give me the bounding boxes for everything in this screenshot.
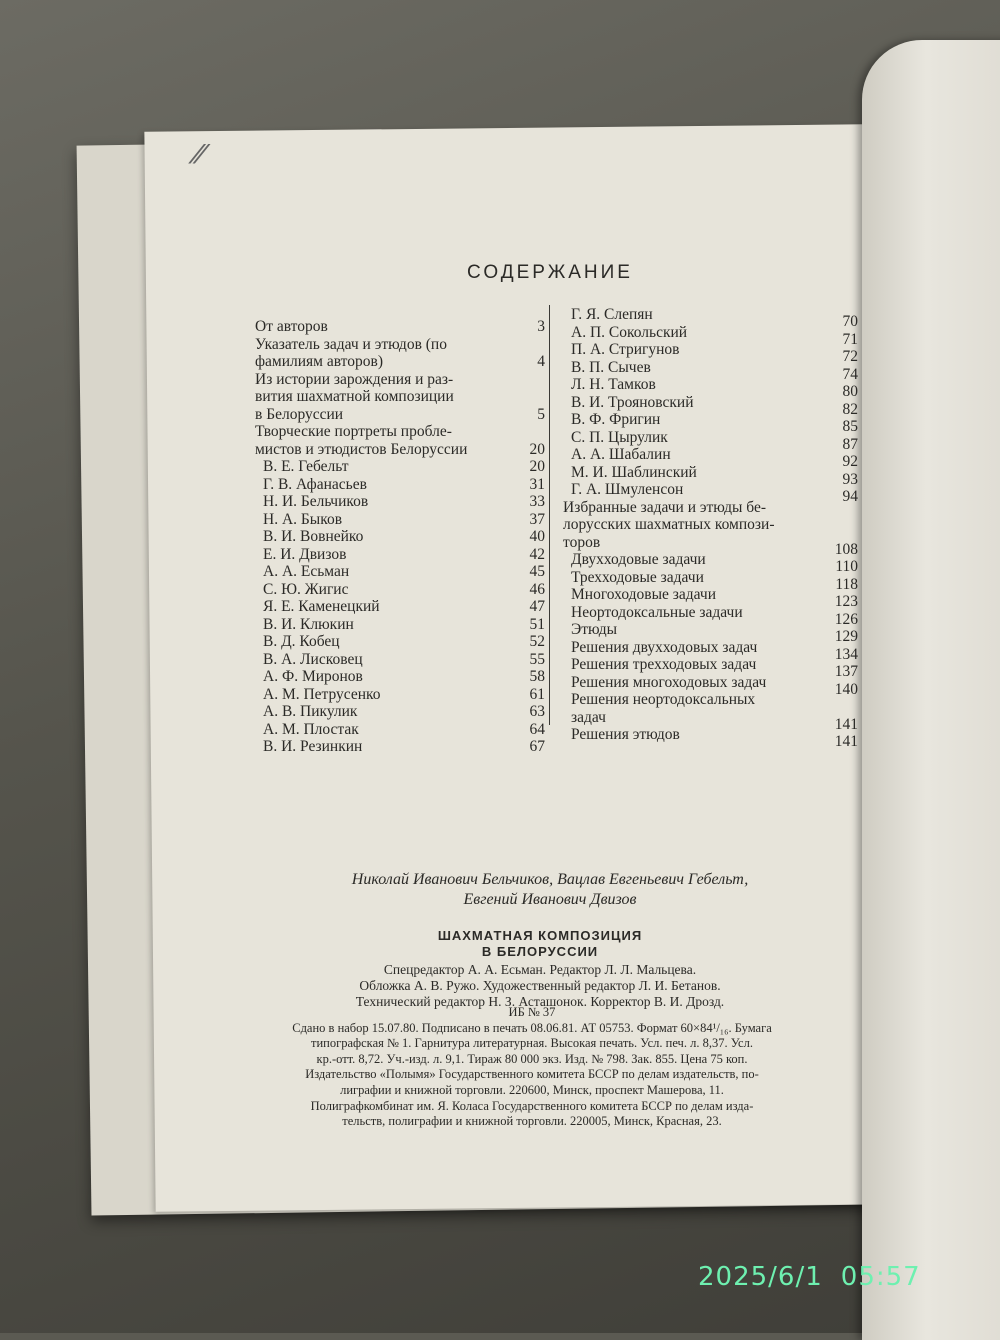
imprint-line: типографская № 1. Гарнитура литературная. Высокая печать. Усл. печ. л. 8,37. Усл. <box>311 1036 753 1051</box>
toc-entry-page: 140 <box>834 680 858 698</box>
pencil-mark: ⁄⁄ <box>195 140 204 170</box>
toc-entry-page: 93 <box>842 470 858 488</box>
toc-entry <box>255 563 545 581</box>
toc-entry <box>255 721 545 739</box>
toc-entry-page: 72 <box>842 348 858 365</box>
toc-entry <box>255 423 545 458</box>
imprint-line: Издательство «Полымя» Государственного комитета БССР по делам издательств, по- <box>305 1067 759 1082</box>
credits-block <box>300 962 780 1010</box>
toc-entry <box>563 691 858 733</box>
toc-entry-page: 80 <box>842 383 858 400</box>
toc-entry <box>255 738 545 756</box>
toc-entry-page: 141 <box>834 715 858 733</box>
toc-entry-page: 20 <box>529 458 545 475</box>
toc-entry-page: 129 <box>834 628 858 645</box>
toc-entry-label: Г. А. Шмуленсон <box>571 481 684 498</box>
credit-line: Обложка А. В. Ружо. Художественный редактор Л. И. Бетанов. <box>359 978 721 993</box>
authors-line: Николай Иванович Бельчиков, Вацлав Евгеньевич Гебельт, <box>351 871 749 888</box>
toc-title: СОДЕРЖАНИЕ <box>467 262 633 283</box>
toc-entry <box>255 598 545 616</box>
toc-entry-label: Г. Я. Слепян <box>571 306 653 323</box>
toc-entry <box>563 341 858 365</box>
toc-entry-label: Двухходовые задачи <box>571 551 706 568</box>
toc-entry-page: 42 <box>529 545 545 563</box>
toc-entry-page: 92 <box>842 453 858 470</box>
toc-entry-page: 134 <box>834 645 858 663</box>
toc-entry-label: А. А. Есьман <box>263 563 350 580</box>
toc-entry <box>255 318 545 336</box>
book-title-line: ШАХМАТНАЯ КОМПОЗИЦИЯ <box>437 928 643 943</box>
imprint-block <box>212 1005 852 1130</box>
toc-entry-label: Избранные задачи и этюды бе- лорусских шахматных компози- торов <box>563 498 775 551</box>
toc-entry-label: В. И. Клюкин <box>263 615 354 633</box>
toc-entry-page: 58 <box>529 668 545 685</box>
toc-entry <box>563 673 858 698</box>
toc-entry-label: А. Ф. Миронов <box>263 668 363 685</box>
toc-entry-label: Е. И. Двизов <box>263 545 347 563</box>
toc-entry-label: С. Ю. Жигис <box>263 580 349 598</box>
column-divider <box>549 305 550 725</box>
toc-entry <box>255 336 545 371</box>
toc-entry-label: В. Е. Гебельт <box>263 458 349 475</box>
toc-entry-page: 126 <box>834 610 858 628</box>
toc-entry <box>563 323 858 348</box>
toc-entry <box>563 393 858 418</box>
toc-entry-page: 3 <box>537 318 545 335</box>
toc-entry-page: 45 <box>529 563 545 580</box>
toc-entry-label: В. И. Трояновский <box>571 393 694 411</box>
imprint-line: Сдано в набор 15.07.80. Подписано в печать 08.06.81. АТ 05753. Формат 60×84¹/₁₆. Бумага <box>292 1020 772 1035</box>
toc-entry-label: М. И. Шаблинский <box>571 463 697 481</box>
toc-entry <box>563 586 858 610</box>
toc-entry <box>255 633 545 651</box>
toc-entry-page: 5 <box>537 405 545 423</box>
toc-entry-label: Г. В. Афанасьев <box>263 475 367 493</box>
toc-entry-page: 64 <box>529 720 545 738</box>
toc-entry-page: 37 <box>529 510 545 528</box>
toc-entry-page: 82 <box>842 400 858 418</box>
toc-entry <box>563 603 858 628</box>
toc-entry-page: 70 <box>842 313 858 330</box>
toc-entry-page: 137 <box>834 663 858 680</box>
toc-entry <box>563 428 858 453</box>
toc-left-column <box>255 318 545 756</box>
toc-entry <box>255 668 545 686</box>
toc-entry-page: 71 <box>842 330 858 348</box>
authors-block <box>290 870 810 910</box>
toc-entry <box>563 306 858 330</box>
toc-entry-page: 4 <box>537 353 545 370</box>
toc-entry <box>255 511 545 529</box>
toc-entry-label: Из истории зарождения и раз- вития шахматной композиции в Белоруссии <box>255 370 454 423</box>
book-title <box>420 928 660 960</box>
toc-entry <box>255 703 545 721</box>
toc-entry-label: Решения многоходовых задач <box>571 673 767 691</box>
toc-entry-page: 67 <box>529 738 545 755</box>
toc-entry-label: Я. Е. Каменецкий <box>263 598 380 615</box>
toc-entry-page: 47 <box>529 598 545 615</box>
toc-entry-page: 110 <box>835 558 858 575</box>
toc-entry-page: 118 <box>835 575 858 593</box>
toc-entry <box>563 411 858 435</box>
credit-line: Спецредактор А. А. Есьман. Редактор Л. Л. Мальцева. <box>383 962 697 977</box>
toc-entry <box>255 581 545 599</box>
toc-entry-page: 63 <box>529 703 545 720</box>
imprint-line: кр.-отт. 8,72. Уч.-изд. л. 9,1. Тираж 80 000 экз. Изд. № 798. Зак. 855. Цена 75 коп. <box>316 1051 748 1066</box>
toc-entry-page: 61 <box>529 685 545 703</box>
toc-entry <box>255 528 545 546</box>
toc-entry-label: Решения неортодоксальных задач <box>571 691 756 726</box>
toc-entry <box>563 376 858 400</box>
toc-entry-page: 20 <box>529 440 545 458</box>
imprint-line: Полиграфкомбинат им. Я. Коласа Государственного комитета БССР по делам изда- <box>310 1098 754 1113</box>
toc-entry <box>563 498 858 558</box>
toc-entry <box>255 371 545 424</box>
authors-line: Евгений Иванович Двизов <box>463 891 637 908</box>
ib-number: ИБ № 37 <box>508 1005 556 1019</box>
toc-entry-label: Многоходовые задачи <box>571 586 716 603</box>
toc-entry-label: А. М. Плостак <box>263 720 359 738</box>
toc-entry <box>255 616 545 634</box>
toc-entry <box>563 463 858 488</box>
toc-entry-page: 141 <box>834 733 858 750</box>
toc-entry-page: 51 <box>529 615 545 633</box>
toc-entry-label: Указатель задач и этюдов (по фамилиям авторов) <box>255 335 447 370</box>
imprint-line: тельств, полиграфии и книжной торговли. 220005, Минск, Красная, 23. <box>342 1114 722 1129</box>
toc-entry-page: 108 <box>834 540 858 558</box>
toc-entry-label: Неортодоксальные задачи <box>571 603 743 621</box>
imprint-line: лиграфии и книжной торговли. 220600, Минск, проспект Машерова, 11. <box>340 1082 724 1097</box>
toc-entry-label: А. П. Сокольский <box>571 323 688 341</box>
toc-entry-page: 85 <box>842 418 858 435</box>
toc-entry-label: В. П. Сычев <box>571 358 651 376</box>
toc-entry-label: А. А. Шабалин <box>571 446 671 463</box>
toc-entry <box>255 546 545 564</box>
toc-entry-page: 55 <box>529 650 545 668</box>
toc-entry <box>563 638 858 663</box>
toc-entry <box>255 686 545 704</box>
toc-entry-label: Этюды <box>571 621 618 638</box>
toc-entry-label: От авторов <box>255 318 328 335</box>
toc-entry <box>255 458 545 476</box>
toc-entry-label: А. В. Пикулик <box>263 703 358 720</box>
toc-entry-page: 123 <box>834 593 858 610</box>
toc-entry-label: Решения этюдов <box>571 726 680 743</box>
timestamp-time: 05:57 <box>840 1262 921 1292</box>
toc-entry <box>563 656 858 680</box>
toc-right-column <box>563 306 858 750</box>
toc-entry-page: 74 <box>842 365 858 383</box>
toc-entry <box>255 493 545 511</box>
toc-entry <box>563 481 858 505</box>
toc-entry-page: 33 <box>529 493 545 510</box>
toc-entry-label: Н. И. Бельчиков <box>263 493 369 510</box>
toc-entry-label: В. Д. Кобец <box>263 633 340 650</box>
toc-entry-page: 87 <box>842 435 858 453</box>
toc-entry <box>563 726 858 750</box>
toc-entry-label: Л. Н. Тамков <box>571 376 656 393</box>
toc-entry-label: В. Ф. Фригин <box>571 411 661 428</box>
toc-entry-page: 40 <box>529 528 545 545</box>
toc-entry-label: С. П. Цырулик <box>571 428 668 446</box>
toc-entry-label: А. М. Петрусенко <box>263 685 381 703</box>
toc-entry <box>563 551 858 575</box>
toc-entry <box>255 476 545 494</box>
timestamp-date: 2025/6/1 <box>698 1262 823 1292</box>
toc-entry-label: Решения трехходовых задач <box>571 656 757 673</box>
toc-entry-page: 31 <box>529 475 545 493</box>
toc-entry-label: Решения двухходовых задач <box>571 638 758 656</box>
toc-entry-label: Трехходовые задачи <box>571 568 704 586</box>
photo-timestamp <box>698 1262 921 1292</box>
toc-entry-label: П. А. Стригунов <box>571 341 680 358</box>
toc-entry-label: В. И. Вовнейко <box>263 528 364 545</box>
book-title-line: В БЕЛОРУССИИ <box>481 944 599 959</box>
toc-entry <box>563 446 858 470</box>
toc-entry-page: 52 <box>529 633 545 650</box>
toc-entry-label: В. И. Резинкин <box>263 738 363 755</box>
toc-entry-page: 46 <box>529 580 545 598</box>
toc-entry-label: Творческие портреты пробле- мистов и этюдистов Белоруссии <box>255 423 468 458</box>
toc-entry <box>563 621 858 645</box>
toc-entry <box>563 358 858 383</box>
toc-entry-label: Н. А. Быков <box>263 510 343 528</box>
toc-entry <box>255 651 545 669</box>
toc-entry-page: 94 <box>842 488 858 505</box>
credit-line: Технический редактор Н. З. Асташонок. Корректор В. И. Дрозд. <box>355 994 725 1009</box>
toc-entry <box>563 568 858 593</box>
toc-entry-label: В. А. Лисковец <box>263 650 363 668</box>
